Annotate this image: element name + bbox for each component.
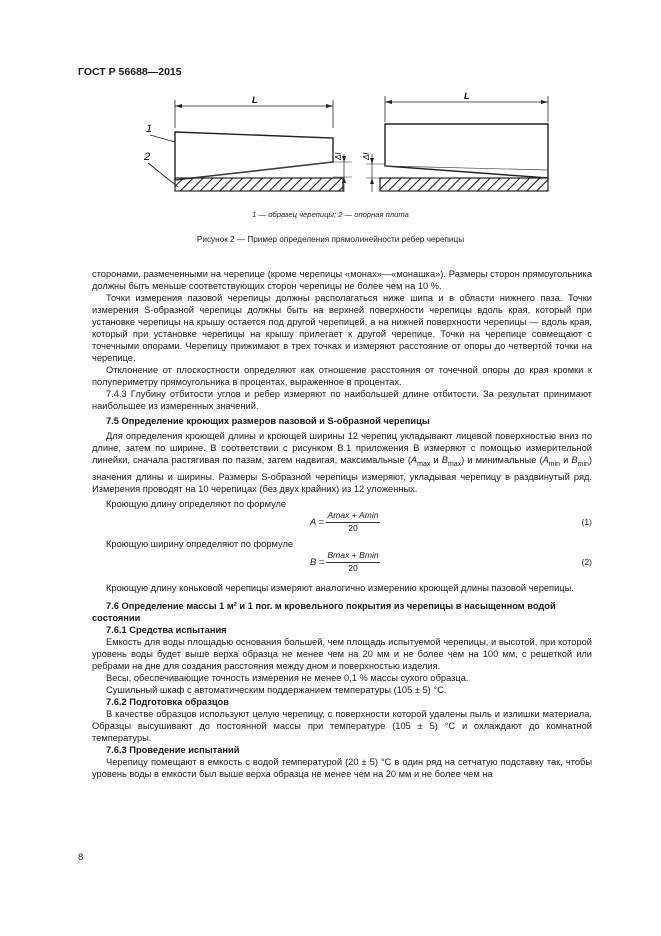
subsection-heading-7-6-2: 7.6.2 Подготовка образцов — [106, 696, 229, 707]
subsection-heading-7-6-1: 7.6.1 Средства испытания — [106, 624, 227, 635]
formula-number: (2) — [581, 556, 592, 567]
paragraph: 7.4.3 Глубину отбитости углов и ребер измеряют по наибольшей длине отбитости. За результат принимают наибольшее из измеренных значений. — [92, 389, 592, 411]
paragraph: Емкость для воды площадью основания большей, чем площадь испытуемой черепицы, и высотой, при которой уровень воды будет выше верха образца не менее чем на 20 мм и не более чем на 100 мм, с решеткой или ребрами на дне для создания расстояния между дном и поверхностью изделия. — [92, 636, 592, 671]
formula-lhs: B = — [310, 556, 325, 567]
dim-label-left: L — [252, 95, 258, 105]
marker-1: 1 — [146, 123, 153, 135]
paragraph: Сушильный шкаф с автоматическим поддержанием температуры (105 ± 5) °С. — [106, 684, 447, 695]
support-plate-right — [380, 178, 548, 191]
formula-lhs: A = — [310, 516, 324, 527]
paragraph: Точки измерения пазовой черепицы должны располагаться ниже шипа и в области нижнего паза. Точки измерения S-образной черепицы должны быть на верхней поверхности черепицы вдоль края, который при установке черепицы на крышу остается под другой черепицей, а на нижней поверхности черепицы — вдоль края, который при установке черепицы на крышу прилегает к другой черепице. Точки на черепице совмещают с точечными опорами. Черепицу прижимают в трех точках и измеряют расстояние от опоры до четвертой точки на черепице. — [92, 293, 592, 363]
delta-label-right: Δl — [362, 152, 371, 160]
paragraph: В качестве образцов используют целую черепицу, с поверхности которой удалены пыль и излишки материала. Образцы высушивают до постоянной массы при температуре (105 ± 5) °С и охлаждают до комнатной температуры. — [92, 708, 592, 743]
support-plate-left — [175, 178, 343, 191]
section-heading-7-6: 7.6 Определение массы 1 м² и 1 пог. м кровельного покрытия из черепицы в насыщенном водой состоянии — [92, 600, 556, 623]
figure-legend: 1 — образец черепицы; 2 — опорная плита — [252, 210, 409, 219]
paragraph: Для определения кроющей длины и кроющей ширины 12 черепиц укладывают лицевой поверхностью вниз по длине, затем по ширине. В соответствии с рисунком В.1 приложения В измеряют с помощью измерительной линейки, сначала растягивая по пазам, затем надвигая, максимальные ($A_{max}$ и $B_{max}$) и минимальные ($A_{min}$ и $B_{min}$) значения длины и ширины. Размеры S-образной черепицы измеряют, укладывая черепицу в раздвинутый ряд. Измерения проводят на 10 черепицах (без двух крайних) из 12 уложенных. — [92, 431, 593, 494]
figure-caption: Рисунок 2 — Пример определения прямолинейности ребер черепицы — [196, 235, 465, 244]
paragraph: Черепицу помещают в емкость с водой температурой (20 ± 5) °С в один ряд на сетчатую подставку так, чтобы уровень воды в емкости был выше верха образца не менее чем на 20 мм и не более чем на — [92, 756, 592, 779]
formula-denominator: 20 — [348, 522, 358, 533]
paragraph: Кроющую длину определяют по формуле — [106, 498, 287, 509]
formula-fraction — [326, 550, 380, 574]
paragraph: Кроющую ширину определяют по формуле — [106, 538, 294, 549]
formula-denominator: 20 — [348, 562, 358, 573]
paragraph: Отклонение от плоскостности определяют как отношение расстояния от точечной опоры до края кромки к полупериметру прямоугольника в процентах, выраженное в процентах. — [92, 365, 592, 387]
formula-fraction — [326, 510, 380, 534]
formula-1 — [92, 510, 592, 536]
tile-sample-left — [175, 132, 333, 180]
formula-numerator: Bmax + Bmin — [326, 550, 380, 563]
body-text — [92, 268, 592, 780]
formula-numerator: Amax + Amin — [326, 510, 380, 523]
formula-2 — [92, 550, 592, 576]
tile-sample-right — [385, 124, 548, 178]
subsection-heading-7-6-3: 7.6.3 Проведение испытаний — [106, 744, 240, 755]
formula-number: (1) — [581, 516, 592, 527]
page-number: 8 — [78, 852, 84, 863]
paragraph: сторонами, размеченными на черепице (кроме черепицы «монах»—«монашка»). Размеры сторон прямоугольника должны быть меньше соответствующих сторон черепицы не более чем на 10 %. — [92, 269, 592, 291]
document-header: ГОСТ Р 56688—2015 — [78, 66, 182, 78]
figure-edge-straightness — [130, 92, 570, 202]
paragraph: Кроющую длину коньковой черепицы измеряют аналогично измерению кроющей длины пазовой черепицы. — [106, 582, 574, 593]
paragraph: Весы, обеспечивающие точность измерения не менее 0,1 % массы сухого образца. — [106, 672, 469, 683]
section-heading-7-5: 7.5 Определение кроющих размеров пазовой и S-образной черепицы — [106, 416, 430, 426]
dim-label-right: L — [464, 92, 470, 101]
marker-2: 2 — [144, 151, 151, 163]
delta-label-left: Δl — [334, 152, 343, 160]
